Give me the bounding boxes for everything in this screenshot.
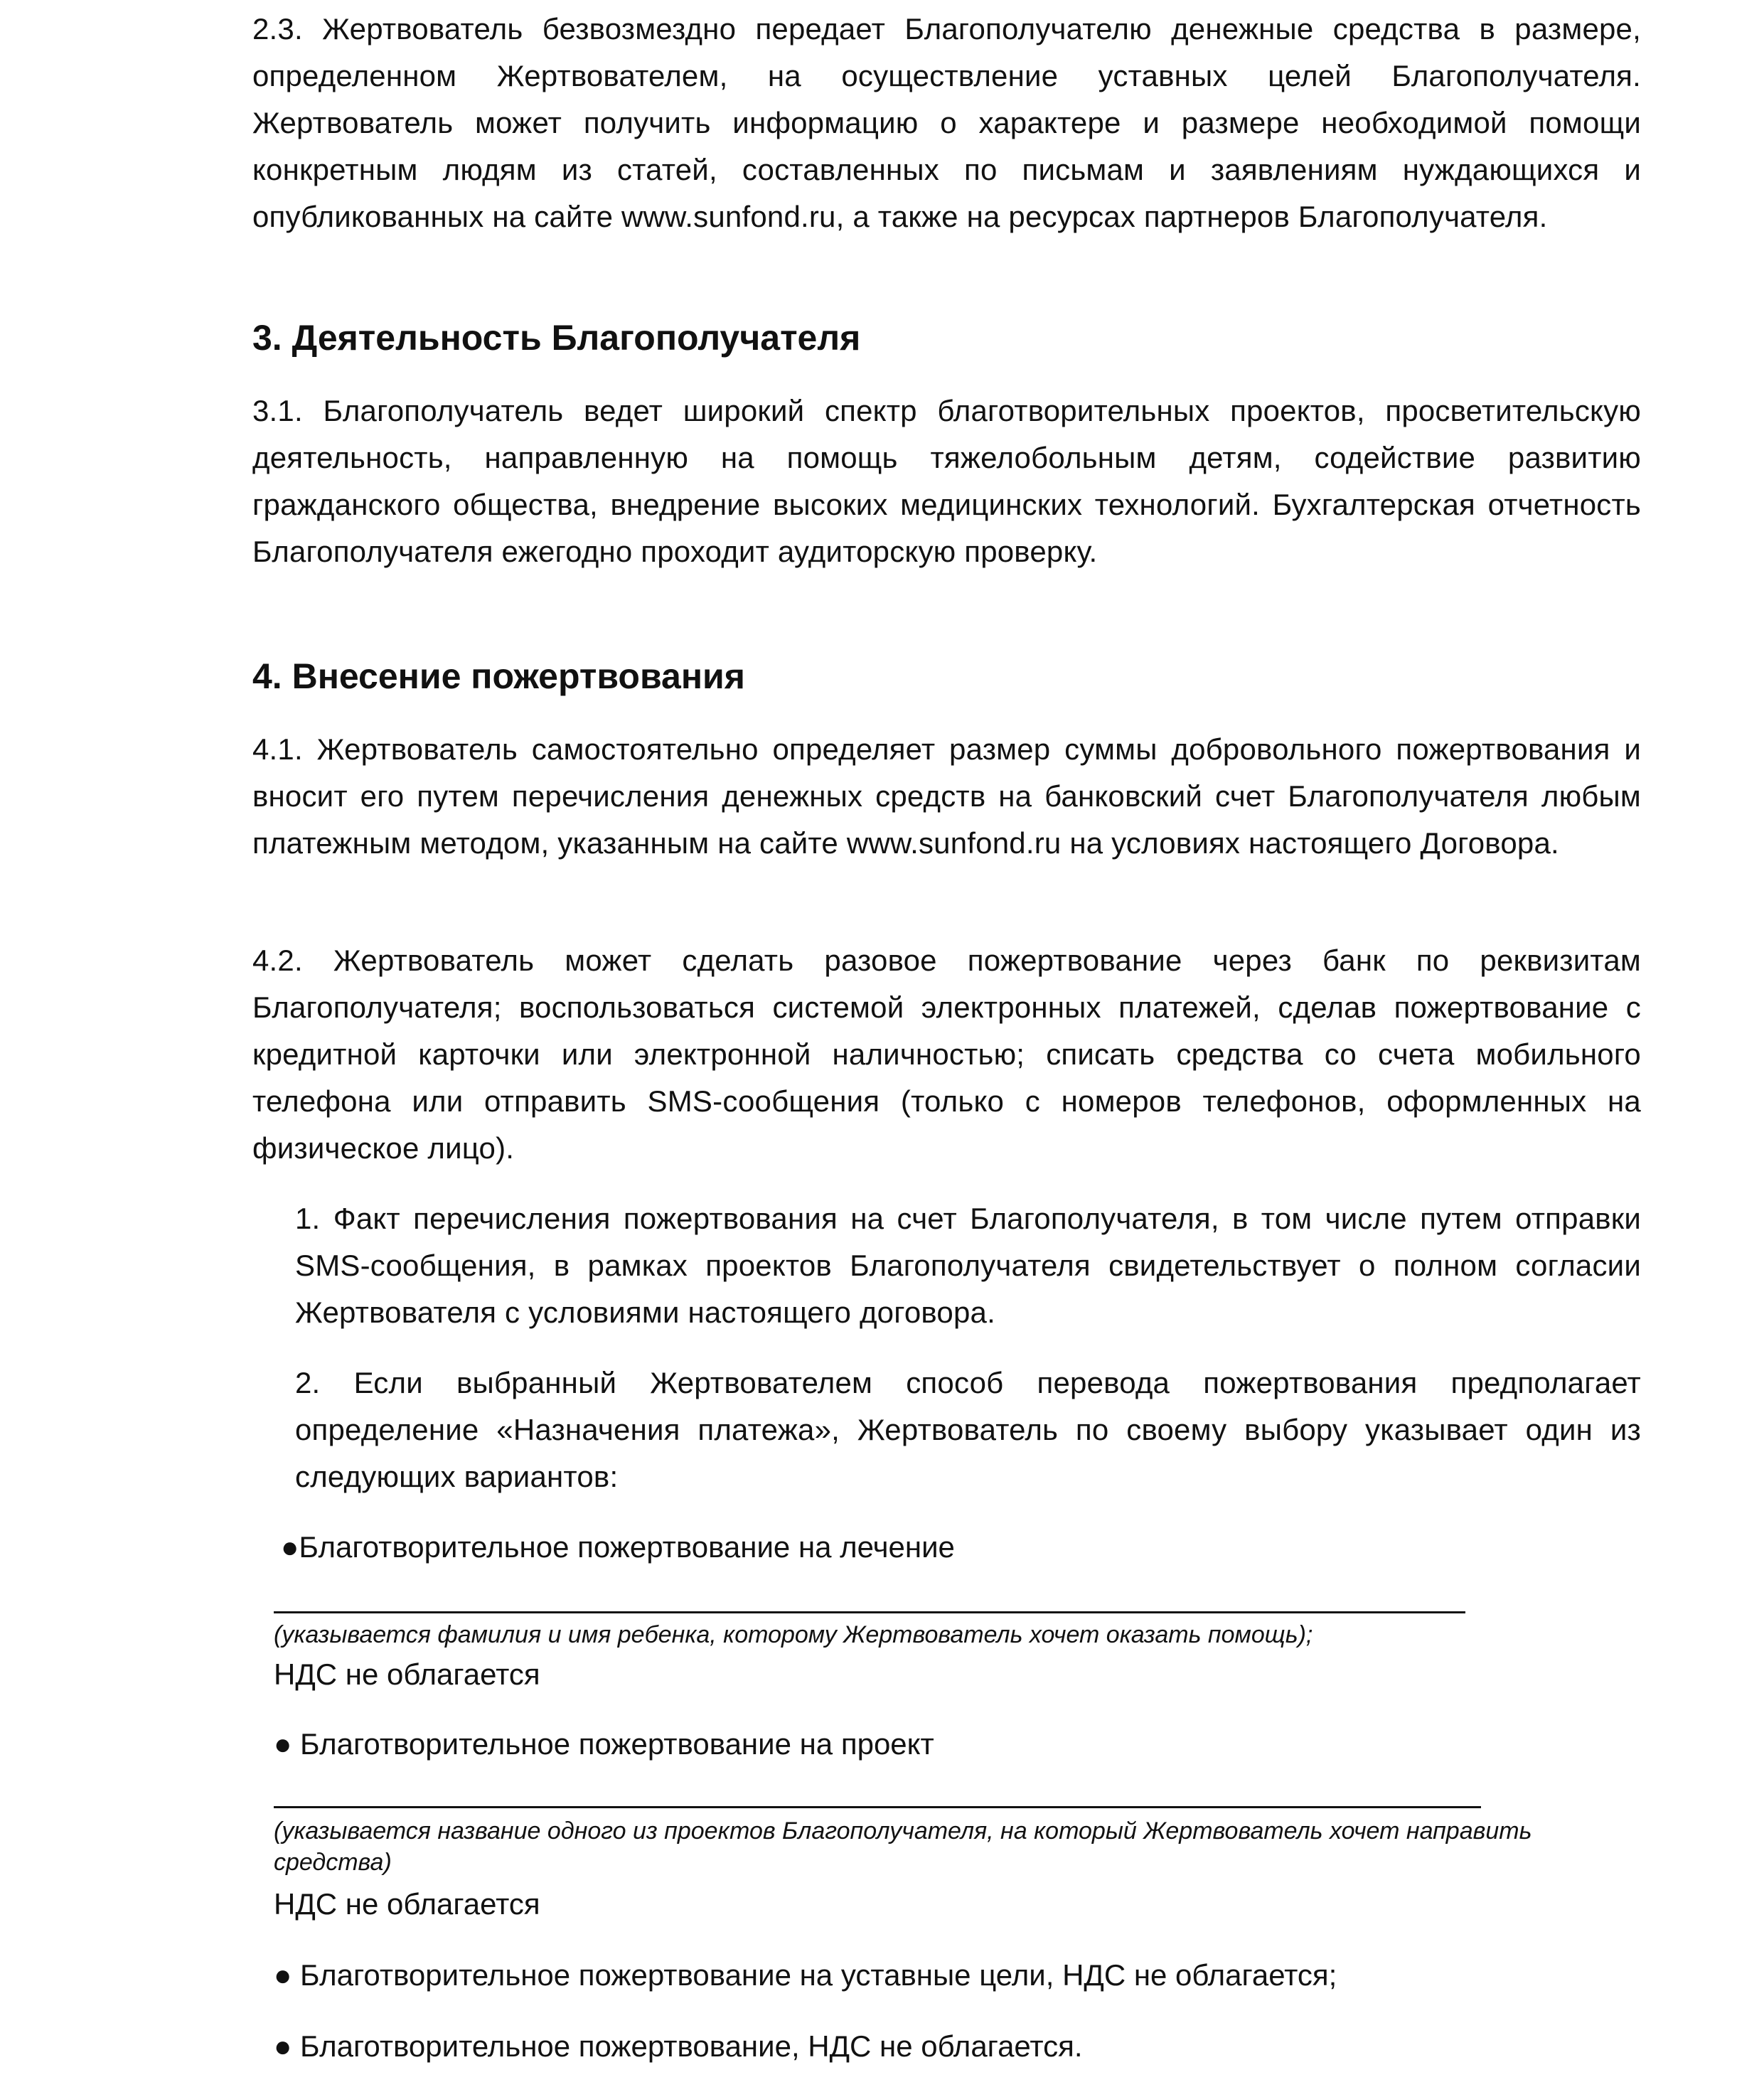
- option-general-donation: ● Благотворительное пожертвование, НДС не облагается.: [274, 2029, 1083, 2063]
- option-statutory-goals: ● Благотворительное пожертвование на уставные цели, НДС не облагается;: [274, 1958, 1337, 1992]
- paragraph-2-3: 2.3. Жертвователь безвозмездно передает Благополучателю денежные средства в размере, определенном Жертвователем, на осуществление уставных целей Благополучателя. Жертвователь может получить информацию о характере и размере необходимой помощи конкретным людям из статей, составленных по письмам и заявлениям нуждающихся и опубликованных на сайте www.sunfond.ru, а также на ресурсах партнеров Благополучателя.: [252, 12, 1641, 233]
- note-child-name: (указывается фамилия и имя ребенка, которому Жертвователь хочет оказать помощь);: [274, 1621, 1313, 1648]
- vat-note-1: НДС не облагается: [274, 1657, 540, 1691]
- paragraph-3-1: 3.1. Благополучатель ведет широкий спектр благотворительных проектов, просветительскую деятельность, направленную на помощь тяжелобольным детям, содействие развитию гражданского общества, внедрение высоких медицинских технологий. Бухгалтерская отчетность Благополучателя ежегодно проходит аудиторскую проверку.: [252, 394, 1641, 568]
- section-3-heading: 3. Деятельность Благополучателя: [252, 318, 861, 358]
- list-item-1: 1. Факт перечисления пожертвования на счет Благополучателя, в том числе путем отправки SMS-сообщения, в рамках проектов Благополучателя свидетельствует о полном согласии Жертвователя с условиями настоящего договора.: [295, 1202, 1641, 1329]
- paragraph-4-1: 4.1. Жертвователь самостоятельно определяет размер суммы добровольного пожертвования и вносит его путем перечисления денежных средств на банковский счет Благополучателя любым платежным методом, указанным на сайте www.sunfond.ru на условиях настоящего Договора.: [252, 732, 1641, 860]
- list-item-2: 2. Если выбранный Жертвователем способ перевода пожертвования предполагает определение «Назначения платежа», Жертвователь по своему выбору указывает один из следующих вариантов:: [295, 1366, 1641, 1493]
- section-4-heading: 4. Внесение пожертвования: [252, 656, 745, 696]
- paragraph-4-2: 4.2. Жертвователь может сделать разовое пожертвование через банк по реквизитам Благополучателя; воспользоваться системой электронных платежей, сделав пожертвование с кредитной карточки или электронной наличностью; списать средства со счета мобильного телефона или отправить SMS-сообщения (только с номеров телефонов, оформленных на физическое лицо).: [252, 944, 1641, 1165]
- blank-line-child-name: [274, 1611, 1465, 1613]
- option-treatment: ●Благотворительное пожертвование на лечение: [281, 1530, 955, 1564]
- blank-line-project-name: [274, 1806, 1481, 1808]
- option-project: ● Благотворительное пожертвование на проект: [274, 1727, 934, 1761]
- note-project-name: (указывается название одного из проектов Благополучателя, на который Жертвователь хочет направить средства): [274, 1817, 1532, 1876]
- vat-note-2: НДС не облагается: [274, 1887, 540, 1921]
